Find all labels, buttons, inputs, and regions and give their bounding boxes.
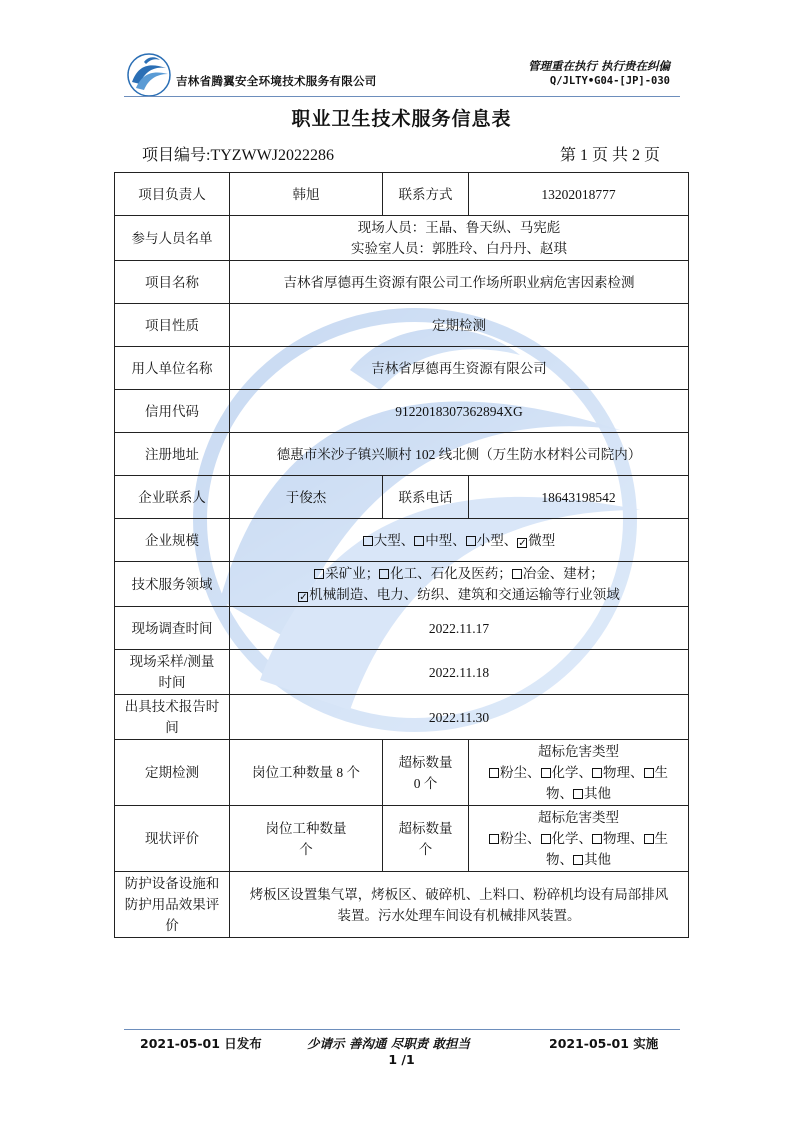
status-posts-label: 岗位工种数量 xyxy=(265,820,347,836)
table-row-project-name xyxy=(115,261,689,304)
document-code: Q/JLTY•G04-[JP]-030 xyxy=(549,75,670,87)
scale-option-large: 大型、 xyxy=(373,532,415,548)
company-name: 吉林省腾翼安全环境技术服务有限公司 xyxy=(176,74,377,88)
project-number: 项目编号:TYZWWJ2022286 xyxy=(142,147,334,164)
credit-label: 信用代码 xyxy=(115,390,230,433)
table-row-report-time xyxy=(115,695,689,740)
periodic-label: 定期检测 xyxy=(115,740,230,806)
contact-phone-value: 13202018777 xyxy=(469,173,689,216)
table-row-project-nature xyxy=(115,304,689,347)
protection-label-line3: 价 xyxy=(165,918,179,933)
periodic-exceed-value: 0 个 xyxy=(413,775,438,791)
table-row-survey-time xyxy=(115,607,689,650)
report-time-value: 2022.11.30 xyxy=(230,695,689,740)
table-row-periodic xyxy=(115,740,689,806)
status-posts-unit: 个 xyxy=(299,841,313,857)
sampling-time-label-line2: 时间 xyxy=(158,675,186,690)
table-row-sampling-time xyxy=(115,650,689,695)
scale-label: 企业规模 xyxy=(115,519,230,562)
sampling-time-value: 2022.11.18 xyxy=(230,650,689,695)
status-hazard-other: 其他 xyxy=(584,852,611,867)
domain-checkbox-mining[interactable] xyxy=(314,569,324,579)
status-hazard-bio-start: 生 xyxy=(654,831,668,846)
scale-option-micro: 微型 xyxy=(528,532,556,548)
status-hazard-line1 xyxy=(473,828,684,849)
protection-label xyxy=(115,872,230,938)
sampling-time-label-line1: 现场采样/测量 xyxy=(129,654,215,669)
periodic-exceed-cell xyxy=(383,740,469,806)
page-counter: 1 /1 xyxy=(388,1052,415,1067)
table-row-address xyxy=(115,433,689,476)
domain-checkbox-metallurgy[interactable] xyxy=(512,569,522,579)
protection-label-line2: 防护用品效果评 xyxy=(124,897,220,912)
report-time-label xyxy=(115,695,230,740)
domain-checkbox-chemical[interactable] xyxy=(379,569,389,579)
sampling-time-label xyxy=(115,650,230,695)
status-hazard-type-label: 超标危害类型 xyxy=(538,810,619,825)
project-name-label: 项目名称 xyxy=(115,261,230,304)
survey-time-label: 现场调查时间 xyxy=(115,607,230,650)
status-exceed-unit: 个 xyxy=(418,841,433,857)
employer-value: 吉林省厚德再生资源有限公司 xyxy=(230,347,689,390)
periodic-hazard-type-label: 超标危害类型 xyxy=(538,744,619,759)
project-nature-value: 定期检测 xyxy=(230,304,689,347)
table-row-staff xyxy=(115,216,689,261)
status-checkbox-dust[interactable] xyxy=(489,834,499,844)
implement-date: 2021-05-01 实施 xyxy=(549,1036,659,1051)
employer-label: 用人单位名称 xyxy=(115,347,230,390)
status-hazard-bio-end: 物、 xyxy=(546,852,573,867)
status-hazard-chemical: 化学、 xyxy=(551,831,592,846)
table-row-employer xyxy=(115,347,689,390)
domain-option-metallurgy: 冶金、建材； xyxy=(522,566,604,581)
status-exceed-cell xyxy=(383,806,469,872)
protection-text-line2: 装置。污水处理车间设有机械排风装置。 xyxy=(337,907,581,923)
domain-option-mining: 采矿业； xyxy=(325,566,380,581)
contact-tel-label: 联系电话 xyxy=(383,476,469,519)
domain-option-machinery: 机械制造、电力、纺织、建筑和交通运输等行业领域 xyxy=(309,587,620,602)
periodic-checkbox-biological[interactable] xyxy=(644,768,654,778)
domain-options xyxy=(230,562,689,607)
page-title: 职业卫生技术服务信息表 xyxy=(291,108,512,130)
enterprise-tel-value: 18643198542 xyxy=(469,476,689,519)
project-nature-label: 项目性质 xyxy=(115,304,230,347)
status-checkbox-biological[interactable] xyxy=(644,834,654,844)
enterprise-contact-value: 于俊杰 xyxy=(230,476,383,519)
scale-checkbox-medium[interactable] xyxy=(414,536,424,546)
leader-label: 项目负责人 xyxy=(115,173,230,216)
staff-cell xyxy=(230,216,689,261)
contact-method-label: 联系方式 xyxy=(383,173,469,216)
table-row-credit xyxy=(115,390,689,433)
staff-label: 参与人员名单 xyxy=(115,216,230,261)
scale-option-small: 小型、 xyxy=(476,532,518,548)
status-hazard-cell xyxy=(469,806,689,872)
status-checkbox-other[interactable] xyxy=(573,855,583,865)
table-row-enterprise-contact xyxy=(115,476,689,519)
protection-text xyxy=(230,872,689,938)
company-logo-icon xyxy=(126,52,172,98)
staff-lab: 实验室人员：郭胜玲、白丹丹、赵琪 xyxy=(351,241,567,256)
credit-value: 9122018307362894XG xyxy=(230,390,689,433)
periodic-hazard-chemical: 化学、 xyxy=(551,765,592,780)
status-hazard-dust: 粉尘、 xyxy=(500,831,541,846)
report-time-label-line1: 出具技术报告时 xyxy=(124,699,220,714)
scale-option-medium: 中型、 xyxy=(425,532,466,548)
address-value: 德惠市米沙子镇兴顺村 102 线北侧（万生防水材料公司院内） xyxy=(230,433,689,476)
table-row-status xyxy=(115,806,689,872)
header-rule xyxy=(124,96,680,97)
protection-label-line1: 防护设备设施和 xyxy=(124,876,220,891)
scale-checkbox-small[interactable] xyxy=(466,536,476,546)
domain-checkbox-machinery[interactable]: ✓ xyxy=(299,592,308,603)
staff-field: 现场人员：王晶、鲁天纵、马宪彪 xyxy=(357,220,561,235)
footer-slogan: 少请示 善沟通 尽职责 敢担当 xyxy=(307,1036,471,1051)
domain-label: 技术服务领域 xyxy=(115,562,230,607)
address-label: 注册地址 xyxy=(115,433,230,476)
enterprise-contact-label: 企业联系人 xyxy=(115,476,230,519)
header-motto: 管理重在执行 执行贵在纠偏 xyxy=(527,59,670,73)
domain-line-2 xyxy=(234,584,684,605)
periodic-hazard-physical: 物理、 xyxy=(603,765,644,780)
info-table xyxy=(114,172,689,938)
leader-value: 韩旭 xyxy=(230,173,383,216)
status-label: 现状评价 xyxy=(115,806,230,872)
periodic-checkbox-other[interactable] xyxy=(573,789,583,799)
periodic-hazard-cell xyxy=(469,740,689,806)
status-checkbox-chemical[interactable] xyxy=(541,834,551,844)
periodic-hazard-other: 其他 xyxy=(584,786,611,801)
periodic-checkbox-dust[interactable] xyxy=(489,768,499,778)
table-row-leader xyxy=(115,173,689,216)
project-name-value: 吉林省厚德再生资源有限公司工作场所职业病危害因素检测 xyxy=(230,261,689,304)
periodic-checkbox-chemical[interactable] xyxy=(541,768,551,778)
status-hazard-physical: 物理、 xyxy=(603,831,644,846)
domain-option-chemical: 化工、石化及医药； xyxy=(390,566,512,581)
periodic-hazard-line2 xyxy=(473,783,684,804)
status-hazard-line2 xyxy=(473,849,684,870)
periodic-checkbox-physical[interactable] xyxy=(592,768,602,778)
publish-date: 2021-05-01 日发布 xyxy=(140,1036,262,1051)
scale-options xyxy=(230,519,689,562)
report-time-label-line2: 间 xyxy=(165,720,179,735)
status-posts-cell xyxy=(230,806,383,872)
scale-checkbox-large[interactable] xyxy=(363,536,373,546)
survey-time-value: 2022.11.17 xyxy=(230,607,689,650)
periodic-hazard-bio-end: 物、 xyxy=(546,786,573,801)
periodic-posts: 岗位工种数量 8 个 xyxy=(230,740,383,806)
protection-text-line1: 烤板区设置集气罩，烤板区、破碎机、上料口、粉碎机均设有局部排风 xyxy=(249,886,669,902)
periodic-exceed-label: 超标数量 xyxy=(398,754,453,770)
periodic-hazard-line1 xyxy=(473,762,684,783)
footer-rule xyxy=(124,1029,680,1030)
table-row-domain xyxy=(115,562,689,607)
status-exceed-label: 超标数量 xyxy=(398,820,453,836)
table-row-scale xyxy=(115,519,689,562)
periodic-hazard-dust: 粉尘、 xyxy=(500,765,541,780)
scale-checkbox-micro[interactable]: ✓ xyxy=(518,537,527,549)
page-info: 第 1 页 共 2 页 xyxy=(559,147,660,164)
domain-line-1 xyxy=(234,563,684,584)
table-row-protection xyxy=(115,872,689,938)
periodic-hazard-bio-start: 生 xyxy=(654,765,668,780)
status-checkbox-physical[interactable] xyxy=(592,834,602,844)
